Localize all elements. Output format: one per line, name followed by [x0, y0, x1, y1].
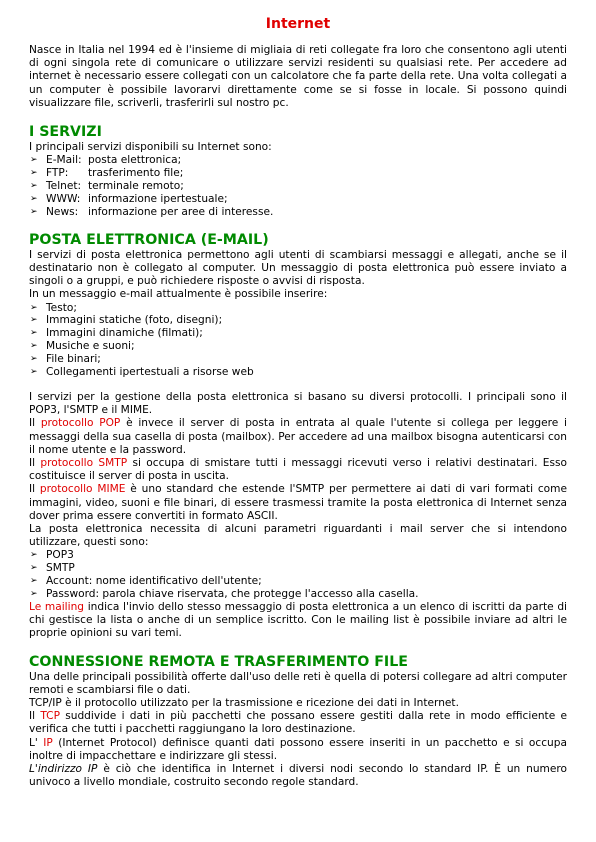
servizi-list: [29, 154, 567, 219]
arrow-bullet-icon: ➢: [30, 550, 38, 561]
mailing-paragraph: Le mailing indica l'invio dello stesso messaggio di posta elettronica a un elenco di iscritti da parte di chi gestisce la lista o anche di un semplice iscritto. Con le mailing list è possibile inviare ad altri le proprie opinioni su vari temi.: [29, 601, 567, 640]
arrow-bullet-icon: ➢: [30, 315, 38, 326]
protocols-paragraph: I servizi per la gestione della posta elettronica si basano su diversi protocolli. I principali sono il POP3, l'SMTP e il MIME.: [29, 391, 567, 417]
connessione-paragraph: Una delle principali possibilità offerte dall'uso delle reti è quella di potersi collegare ad altri computer remoti e scambiarsi file o dati.: [29, 670, 567, 696]
page-title: Internet: [265, 16, 331, 32]
tcpip-paragraph: TCP/IP è il protocollo utilizzato per la trasmissione e ricezione dei dati in Internet.: [29, 697, 459, 710]
list-item: ➢ Immagini dinamiche (filmati);: [30, 327, 203, 340]
section-heading-servizi: I SERVIZI: [29, 124, 102, 141]
pop-term: protocollo POP: [40, 417, 121, 430]
arrow-bullet-icon: ➢: [30, 367, 38, 378]
intro-paragraph: Nasce in Italia nel 1994 ed è l'insieme di migliaia di reti collegate fra loro che consentono agli utenti di ogni singola rete di comunicare o utilizzare servizi residenti su qualsiasi rete. Per accedere ad internet è necessario essere collegati con un calcolatore che fa parte della rete. Una volta collegati a un computer è possibile lavorarvi direttamente come se si fosse in locale. Si possono quindi visualizzare file, scriverli, trasferirli sul nostro pc.: [29, 44, 567, 109]
pop-paragraph: Il protocollo POP è invece il server di posta in entrata al quale l'utente si collega per leggere i messaggi della sua casella di posta (mailbox). Per accedere ad una mailbox bisogna autenticarsi con il nome utente e la password.: [29, 417, 567, 456]
arrow-bullet-icon: ➢: [30, 328, 38, 339]
ip-term: IP: [43, 736, 53, 749]
list-item: ➢ WWW: informazione ipertestuale;: [30, 192, 228, 205]
arrow-bullet-icon: ➢: [30, 354, 38, 365]
mailing-term: Le mailing: [29, 601, 85, 614]
section-heading-posta: POSTA ELETTRONICA (E-MAIL): [29, 231, 269, 248]
list-item: ➢ Collegamenti ipertestuali a risorse web: [30, 366, 254, 379]
list-item: ➢ Password: parola chiave riservata, che protegge l'accesso alla casella.: [30, 588, 419, 601]
mime-term: protocollo MIME: [39, 483, 126, 496]
tcp-paragraph: Il TCP suddivide i dati in più pacchetti che possano essere gestiti dalla rete in modo efficiente e verifica che tutti i pacchetti raggiungano la loro destinazione.: [29, 710, 567, 736]
ip-paragraph: L' IP (Internet Protocol) definisce quanti dati possono essere inseriti in un pacchetto e si occupa inoltre di impacchettare e indirizzare gli stessi.: [29, 736, 567, 762]
mime-paragraph: Il protocollo MIME è uno standard che estende l'SMTP per permettere ai dati di vari formati come immagini, video, suoni e file binari, di essere trasmessi tramite la posta elettronica di Internet senza dover prima essere convertiti in formato ASCII.: [29, 483, 568, 522]
tcp-term: TCP: [40, 710, 60, 723]
servizi-lead: I principali servizi disponibili su Internet sono:: [29, 141, 272, 154]
document-page: [29, 16, 567, 790]
arrow-bullet-icon: ➢: [30, 206, 38, 217]
posta-paragraph: I servizi di posta elettronica permettono agli utenti di scambiarsi messaggi e allegati, anche se il destinatario non è collegato al computer. Un messaggio di posta elettronica può essere inviato a singoli o a gruppi, e può richiedere risposte o avvisi di risposta.: [29, 248, 567, 288]
arrow-bullet-icon: ➢: [30, 589, 38, 600]
arrow-bullet-icon: ➢: [30, 193, 38, 204]
list-item: ➢ Immagini statiche (foto, disegni);: [30, 314, 223, 327]
list-item: ➢ E-Mail: posta elettronica;: [30, 154, 182, 167]
smtp-paragraph: Il protocollo SMTP si occupa di smistare tutti i messaggi ricevuti verso i relativi destinatari. Esso costituisce il server di posta in uscita.: [29, 457, 568, 483]
arrow-bullet-icon: ➢: [30, 168, 38, 179]
list-item: ➢ Account: nome identificativo dell'utente;: [30, 575, 262, 588]
smtp-term: protocollo SMTP: [40, 457, 128, 470]
posta-paragraph: In un messaggio e-mail attualmente è possibile inserire:: [29, 288, 328, 301]
arrow-bullet-icon: ➢: [30, 181, 38, 192]
ip-address-paragraph: L'indirizzo IP è ciò che identifica in Internet i diversi nodi secondo lo standard IP. È un numero univoco a livello mondiale, costruito secondo regole standard.: [29, 763, 568, 789]
arrow-bullet-icon: ➢: [30, 576, 38, 587]
parameters-paragraph: La posta elettronica necessita di alcuni parametri riguardanti i mail server che si intendono utilizzare, questi sono:: [29, 523, 567, 549]
ip-address-term: L'indirizzo IP: [29, 763, 98, 776]
arrow-bullet-icon: ➢: [30, 341, 38, 352]
arrow-bullet-icon: ➢: [30, 302, 38, 313]
list-item: ➢ POP3: [30, 549, 74, 562]
list-item: ➢ Telnet: terminale remoto;: [30, 180, 184, 193]
arrow-bullet-icon: ➢: [30, 155, 38, 166]
list-item: ➢ Musiche e suoni;: [30, 340, 135, 353]
section-heading-connessione: CONNESSIONE REMOTA E TRASFERIMENTO FILE: [29, 653, 408, 670]
email-content-list: [29, 302, 567, 379]
mail-parameters-list: [29, 549, 567, 601]
list-item: ➢ Testo;: [30, 301, 77, 314]
list-item: ➢ News: informazione per aree di interesse.: [30, 205, 274, 218]
list-item: ➢ File binari;: [30, 353, 101, 366]
list-item: ➢ SMTP: [30, 562, 75, 575]
list-item: ➢ FTP: trasferimento file;: [30, 167, 184, 180]
arrow-bullet-icon: ➢: [30, 563, 38, 574]
